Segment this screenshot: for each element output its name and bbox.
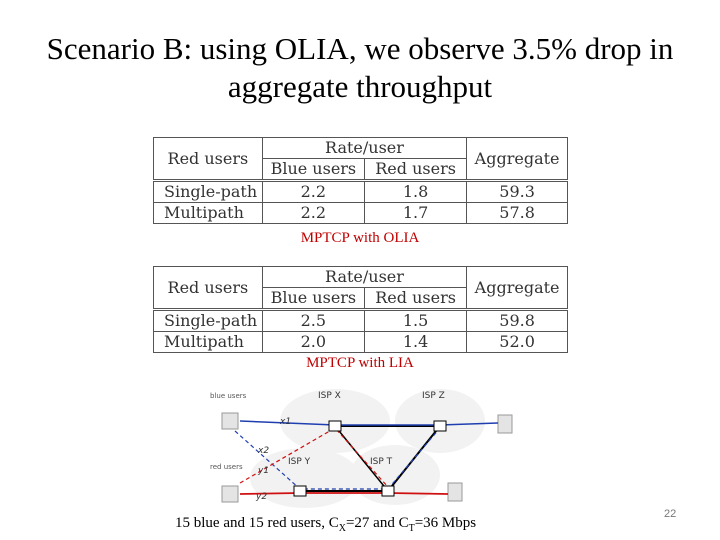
bottom-prefix: 15 blue and 15 red users, C <box>175 515 339 531</box>
table-header-aggregate: Aggregate <box>467 138 568 181</box>
lia-caption: MPTCP with LIA <box>306 355 414 371</box>
router-isp-z <box>434 421 446 431</box>
cell-aggregate: 52.0 <box>467 332 568 353</box>
blue-users-label: blue users <box>210 392 247 400</box>
red-users-label: red users <box>210 463 243 471</box>
x1-label: x1 <box>280 417 292 427</box>
row-label: Multipath <box>154 332 263 353</box>
isp-t-cloud <box>350 445 440 505</box>
table-header-rate-per-user: Rate/user <box>262 267 466 288</box>
table-header-blue-users: Blue users <box>262 159 364 181</box>
isp-z-label: ISP Z <box>422 391 445 401</box>
red-path-y2 <box>240 493 448 494</box>
cell-red: 1.4 <box>364 332 466 353</box>
isp-x-label: ISP X <box>318 391 341 401</box>
x2-label: x2 <box>258 446 270 456</box>
page-number: 22 <box>664 508 677 520</box>
row-label: Multipath <box>154 203 263 224</box>
cell-blue: 2.2 <box>262 181 364 203</box>
row-label: Single-path <box>154 181 263 203</box>
isp-y-label: ISP Y <box>288 457 311 467</box>
y2-label: y2 <box>256 492 268 502</box>
table-row <box>154 181 568 203</box>
blue-user-host-icon <box>222 413 238 429</box>
cell-red: 1.5 <box>364 310 466 332</box>
bottom-suffix: =36 Mbps <box>414 515 477 531</box>
olia-caption: MPTCP with OLIA <box>300 230 420 246</box>
cell-aggregate: 59.8 <box>467 310 568 332</box>
red-destination-host-icon <box>448 483 462 501</box>
table-header-red-users-col: Red users <box>364 159 466 181</box>
bottom-summary <box>175 515 476 534</box>
capacity-t-subscript: T <box>408 523 415 534</box>
table-header-red-users: Red users <box>154 138 263 181</box>
red-user-host-icon <box>222 486 238 502</box>
table-header-red-users-col: Red users <box>364 288 466 310</box>
lia-results-table <box>153 266 568 353</box>
cell-aggregate: 57.8 <box>467 203 568 224</box>
olia-results-table <box>153 137 568 224</box>
router-isp-x <box>329 421 341 431</box>
table-row <box>154 203 568 224</box>
table-header-rate-per-user: Rate/user <box>262 138 466 159</box>
cell-blue: 2.2 <box>262 203 364 224</box>
cell-blue: 2.5 <box>262 310 364 332</box>
table-row <box>154 332 568 353</box>
network-topology-diagram <box>200 383 530 508</box>
cell-aggregate: 59.3 <box>467 181 568 203</box>
bottom-mid: =27 and C <box>345 515 409 531</box>
cell-blue: 2.0 <box>262 332 364 353</box>
blue-destination-host-icon <box>498 415 512 433</box>
table-header-blue-users: Blue users <box>262 288 364 310</box>
isp-t-label: ISP T <box>370 457 393 467</box>
router-isp-t <box>382 486 394 496</box>
slide-title: Scenario B: using OLIA, we observe 3.5% drop in aggregate throughput <box>46 31 674 104</box>
cell-red: 1.7 <box>364 203 466 224</box>
table-header-red-users: Red users <box>154 267 263 310</box>
y1-label: y1 <box>258 466 270 476</box>
router-isp-y <box>294 486 306 496</box>
row-label: Single-path <box>154 310 263 332</box>
capacity-x-subscript: X <box>338 523 346 534</box>
cell-red: 1.8 <box>364 181 466 203</box>
table-header-aggregate: Aggregate <box>467 267 568 310</box>
table-row <box>154 310 568 332</box>
